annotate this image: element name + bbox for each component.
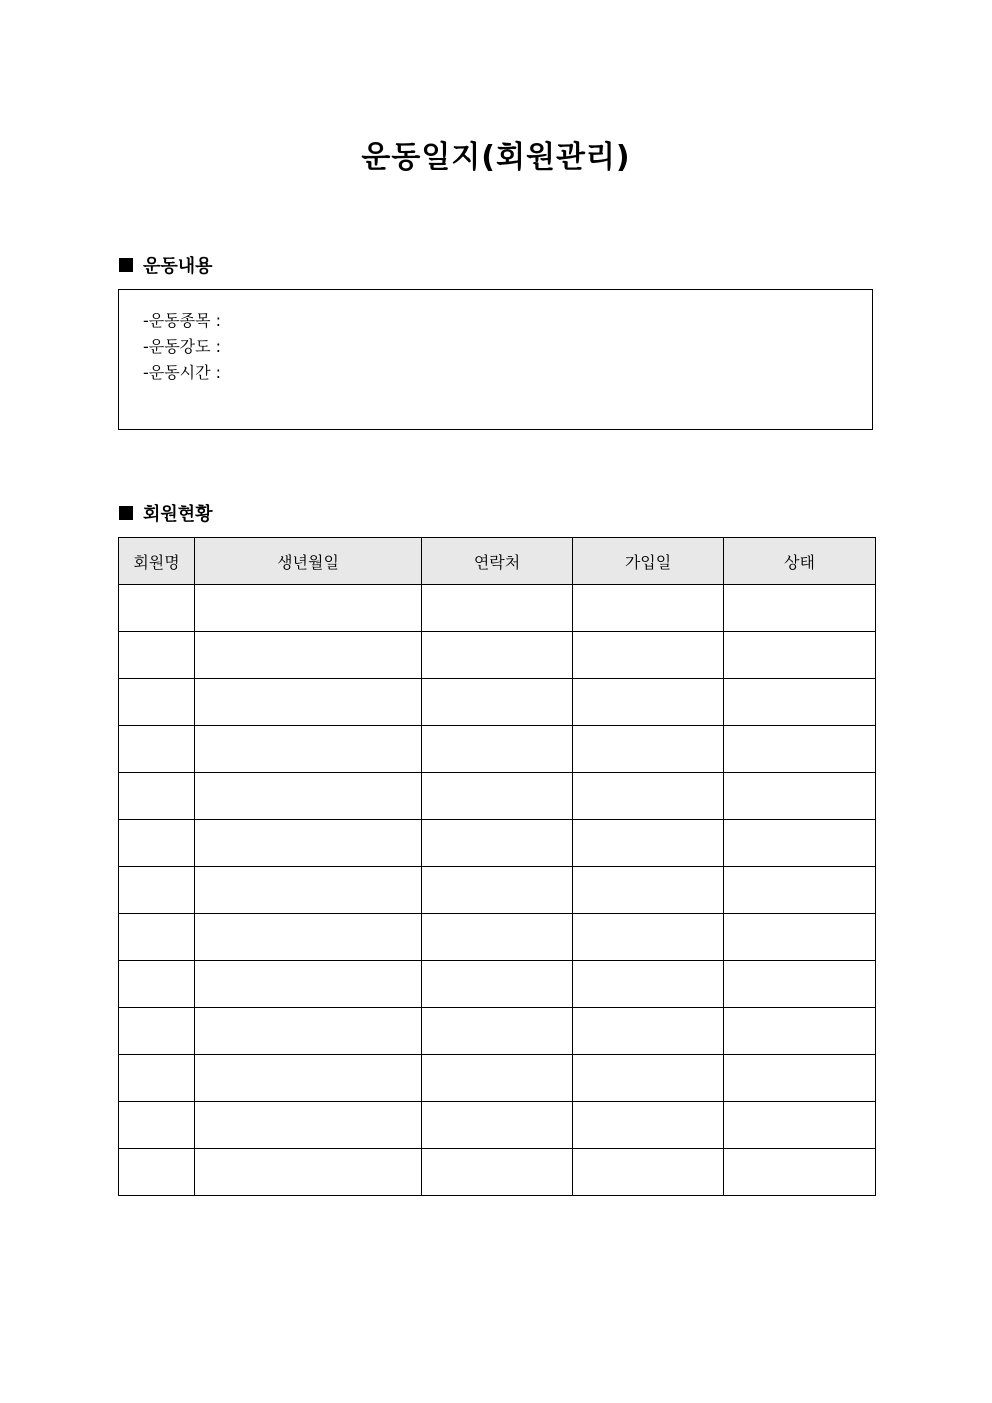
cell-status[interactable] [724,867,876,914]
cell-name[interactable] [119,1008,195,1055]
cell-contact[interactable] [422,1008,573,1055]
cell-join-date[interactable] [573,632,724,679]
cell-join-date[interactable] [573,726,724,773]
cell-join-date[interactable] [573,1055,724,1102]
cell-name[interactable] [119,585,195,632]
cell-join-date[interactable] [573,585,724,632]
cell-contact[interactable] [422,773,573,820]
section-heading-label: 회원현황 [143,504,213,525]
exercise-intensity-field[interactable]: -운동강도 : [143,337,222,356]
column-header-birthdate: 생년월일 [195,538,422,585]
cell-join-date[interactable] [573,961,724,1008]
cell-name[interactable] [119,1055,195,1102]
cell-birthdate[interactable] [195,1055,422,1102]
cell-status[interactable] [724,679,876,726]
cell-birthdate[interactable] [195,1149,422,1196]
cell-join-date[interactable] [573,1149,724,1196]
table-row [119,773,876,820]
cell-birthdate[interactable] [195,867,422,914]
table-row [119,820,876,867]
cell-name[interactable] [119,820,195,867]
cell-status[interactable] [724,961,876,1008]
cell-contact[interactable] [422,679,573,726]
square-bullet-icon [119,258,133,272]
cell-contact[interactable] [422,820,573,867]
cell-name[interactable] [119,632,195,679]
cell-birthdate[interactable] [195,1008,422,1055]
cell-birthdate[interactable] [195,632,422,679]
cell-birthdate[interactable] [195,585,422,632]
cell-birthdate[interactable] [195,726,422,773]
table-row [119,585,876,632]
cell-status[interactable] [724,1149,876,1196]
exercise-type-field[interactable]: -운동종목 : [143,311,222,330]
cell-name[interactable] [119,1102,195,1149]
cell-contact[interactable] [422,867,573,914]
cell-contact[interactable] [422,1102,573,1149]
cell-join-date[interactable] [573,867,724,914]
cell-name[interactable] [119,1149,195,1196]
table-row [119,914,876,961]
cell-join-date[interactable] [573,914,724,961]
cell-name[interactable] [119,679,195,726]
cell-join-date[interactable] [573,1102,724,1149]
table-header-row [119,538,876,585]
table-row [119,632,876,679]
cell-name[interactable] [119,914,195,961]
cell-contact[interactable] [422,1149,573,1196]
section-heading-members [119,500,213,526]
cell-contact[interactable] [422,726,573,773]
cell-birthdate[interactable] [195,773,422,820]
cell-status[interactable] [724,632,876,679]
cell-status[interactable] [724,1055,876,1102]
cell-status[interactable] [724,773,876,820]
table-row [119,1102,876,1149]
table-row [119,726,876,773]
cell-birthdate[interactable] [195,820,422,867]
cell-status[interactable] [724,1102,876,1149]
table-row [119,1149,876,1196]
exercise-duration-field[interactable]: -운동시간 : [143,363,222,382]
cell-contact[interactable] [422,585,573,632]
cell-contact[interactable] [422,914,573,961]
cell-name[interactable] [119,773,195,820]
column-header-contact: 연락처 [422,538,573,585]
cell-name[interactable] [119,726,195,773]
cell-birthdate[interactable] [195,914,422,961]
cell-status[interactable] [724,820,876,867]
table-row [119,961,876,1008]
table-row [119,1008,876,1055]
cell-birthdate[interactable] [195,1102,422,1149]
member-status-table [118,537,876,1196]
page-title: 운동일지(회원관리) [361,140,631,175]
cell-contact[interactable] [422,961,573,1008]
cell-status[interactable] [724,585,876,632]
table-row [119,1055,876,1102]
cell-name[interactable] [119,867,195,914]
cell-status[interactable] [724,726,876,773]
table-body [119,585,876,1196]
table-row [119,679,876,726]
square-bullet-icon [119,506,133,520]
section-heading-exercise [119,252,213,278]
cell-birthdate[interactable] [195,679,422,726]
cell-birthdate[interactable] [195,961,422,1008]
cell-join-date[interactable] [573,820,724,867]
column-header-name: 회원명 [119,538,195,585]
cell-contact[interactable] [422,1055,573,1102]
column-header-join-date: 가입일 [573,538,724,585]
column-header-status: 상태 [724,538,876,585]
exercise-content-box [118,289,873,430]
cell-status[interactable] [724,914,876,961]
cell-join-date[interactable] [573,679,724,726]
cell-status[interactable] [724,1008,876,1055]
table-row [119,867,876,914]
cell-name[interactable] [119,961,195,1008]
section-heading-label: 운동내용 [143,256,213,277]
cell-join-date[interactable] [573,773,724,820]
cell-contact[interactable] [422,632,573,679]
cell-join-date[interactable] [573,1008,724,1055]
